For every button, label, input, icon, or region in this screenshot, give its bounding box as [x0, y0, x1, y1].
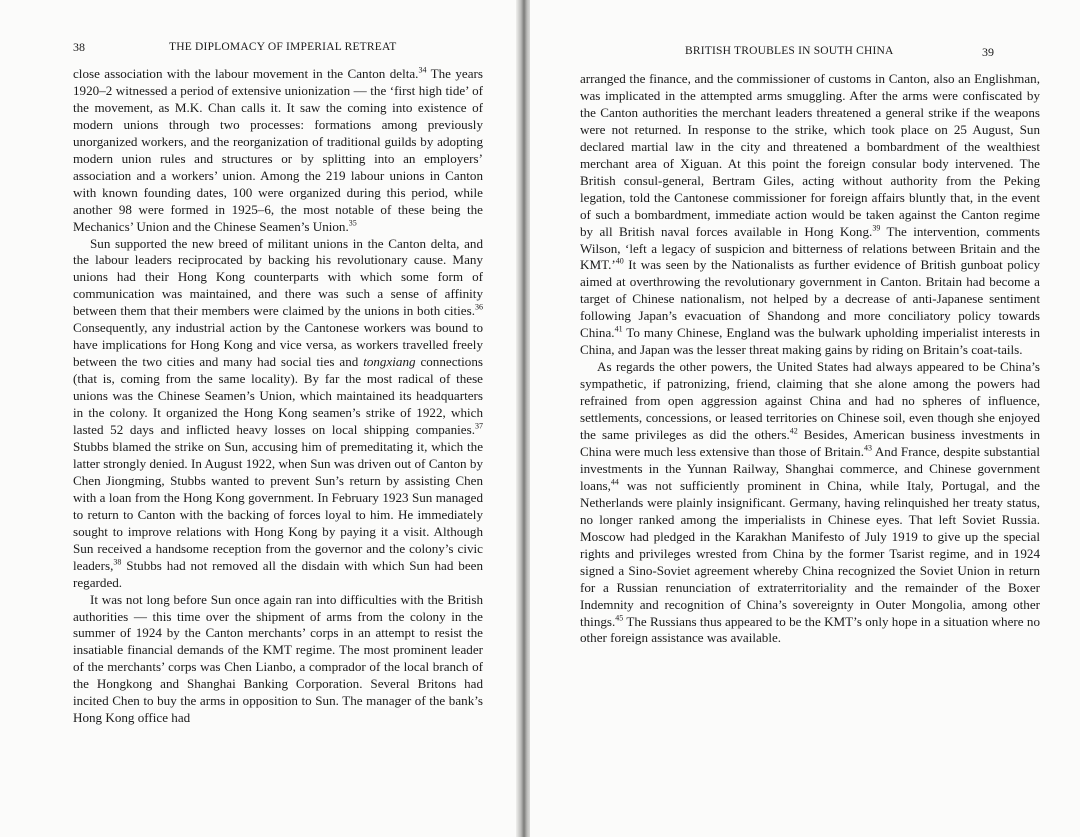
left-page — [0, 0, 518, 837]
text-run: Sun supported the new breed of militant unions in the Canton delta, and the labour leaders reciprocated by backing his revolutionary cause. Many unions had their Hong Kong counterparts with which some form of communication was maintained, and there was such a sense of affinity between them that their members were claimed by the unions in both cities. — [73, 235, 483, 319]
right-page — [530, 0, 1080, 837]
right-running-head: BRITISH TROUBLES IN SOUTH CHINA — [685, 45, 894, 57]
footnote-marker: 39 — [872, 223, 881, 233]
paragraph — [580, 71, 1040, 359]
footnote-marker: 34 — [418, 65, 427, 75]
paragraph — [73, 236, 483, 592]
text-run: The intervention, comments Wilson, ‘left a legacy of suspicion and bitterness of relations between Britain and the KMT.’ — [580, 223, 1041, 273]
left-running-head: THE DIPLOMACY OF IMPERIAL RETREAT — [169, 41, 397, 53]
footnote-marker: 38 — [113, 557, 122, 567]
text-run: close association with the labour movement in the Canton delta. — [73, 66, 419, 81]
footnote-marker: 36 — [475, 302, 483, 312]
right-page-number: 39 — [982, 45, 994, 59]
text-run: arranged the finance, and the commissioner of customs in Canton, also an Englishman, was implicated in the attempted arms smuggling. After the arms were confiscated by the Canton authorities the merchant leaders threatened a general strike if the weapons were not returned. In response to the strike, which took place on 25 August, Sun declared martial law in the city and threatened a bombardment of the wealthiest merchant area of Xiguan. At this point the foreign consular body intervened. The British consul-general, Bertram Giles, acting without authority from the Peking legation, told the Cantonese commissioner for foreign affairs bluntly that, in the event of such a bombardment, immediate action would be taken against the Canton regime by all British naval forces available in Hong Kong. — [580, 71, 1040, 239]
footnote-marker: 35 — [348, 218, 357, 228]
text-run: To many Chinese, England was the bulwark upholding imperialist interests in China, and Japan was the lesser threat making gains by riding on Britain’s coat-tails. — [580, 325, 1040, 358]
text-run: The Russians thus appeared to be the KMT’s only hope in a situation where no other foreign assistance was available. — [580, 613, 1040, 646]
paragraph — [580, 359, 1040, 647]
footnote-marker: 45 — [615, 613, 624, 623]
paragraph — [73, 592, 483, 728]
footnote-marker: 44 — [610, 477, 619, 487]
footnote-marker: 41 — [614, 324, 623, 334]
text-run: Stubbs blamed the strike on Sun, accusing him of premeditating it, which the latter strongly denied. In August 1922, when Sun was driven out of Canton by Chen Jiongming, Stubbs wanted to prevent Sun’s return by assisting Chen with a loan from the Hong Kong government. In February 1923 Sun managed to return to Canton with the backing of forces loyal to him. He immediately sought to improve relations with Hong Kong by paying it a visit. Although Sun received a handsome reception from the governor and the colony’s civic leaders, — [73, 438, 483, 573]
text-run: As regards the other powers, the United States had always appeared to be China’s sympathetic, if patronizing, friend, claiming that she alone among the powers had refrained from open aggression against China and had no spheres of influence, settlements, concessions, or leased territories on Chinese soil, even though she enjoyed the same privileges as did the others. — [580, 359, 1040, 443]
footnote-marker: 40 — [615, 257, 624, 267]
right-body-text — [580, 71, 1040, 647]
text-run: It was not long before Sun once again ran into difficulties with the British authorities — this time over the shipment of arms from the colony in the summer of 1924 by the Canton merchants’ corps in an attempt to resist the insatiable financial demands of the KMT regime. The most prominent leader of the merchants’ corps was Chen Lianbo, a comprador of the local branch of the Hongkong and Shanghai Banking Corporation. Several Britons had incited Chen to buy the arms in opposition to Sun. The manager of the bank’s Hong Kong office had — [73, 591, 483, 726]
text-run: Besides, American business investments in China were much less extensive than those of Britain. — [580, 427, 1040, 459]
footnote-marker: 42 — [789, 426, 798, 436]
left-body-text — [73, 66, 483, 727]
paragraph — [73, 66, 483, 236]
italic-term: tongxiang — [363, 354, 416, 370]
text-run: connections (that is, coming from the same locality). By far the most radical of these unions was the Chinese Seamen’s Union, which maintained its headquarters in the colony. It organized the Hong Kong seamen’s strike of 1922, which lasted 52 days and inflicted heavy losses on local shipping companies. — [73, 354, 483, 438]
text-run: Consequently, any industrial action by the Cantonese workers was bound to have implications for Hong Kong and vice versa, as workers travelled freely between the two cities and many had social ties and — [73, 320, 483, 370]
left-page-number: 38 — [73, 40, 85, 54]
text-run: And France, despite substantial investments in the Yunnan Railway, Shanghai commerce, and Chinese government loans, — [580, 443, 1041, 493]
text-run: was not sufficiently prominent in China, while Italy, Portugal, and the Netherlands were plainly insignificant. Germany, having relinquished her treaty status, no longer ranked among the imperialists in Chinese eyes. That left Soviet Russia. Moscow had pledged in the Karakhan Manifesto of July 1919 to give up the special rights and privileges wrested from China by the former Tsarist regime, and in 1924 signed a Sino-Soviet agreement whereby China recognized the Soviet Union in return for a Russian renunciation of extraterritoriality and the remainder of the Boxer Indemnity and recognition of China’s sovereignty in Outer Mongolia, among other things. — [580, 477, 1040, 629]
footnote-marker: 43 — [864, 443, 872, 453]
text-run: The years 1920–2 witnessed a period of extensive unionization — the ‘first high tide’ of the movement, as M.K. Chan calls it. It saw the coming into existence of modern unions through two processes: formations among previously unorganized workers, and the reorganization of traditional guilds by adopting modern union rules and structures or by splitting into an employers’ association and a workers’ union. Among the 219 labour unions in Canton with known founding dates, 100 were organized during this period, while another 98 were formed in 1925–6, the most notable of these being the Mechanics’ Union and the Chinese Seamen’s Union. — [73, 66, 484, 234]
footnote-marker: 37 — [475, 421, 483, 431]
text-run: It was seen by the Nationalists as further evidence of British gunboat policy aimed at overthrowing the revolutionary government in Canton. Britain had become a target of Chinese nationalism, not helped by a decrease of anti-Japanese sentiment following Japan’s evacuation of Shandong and more conciliatory policy towards China. — [580, 257, 1040, 341]
text-run: Stubbs had not removed all the disdain with which Sun had been regarded. — [73, 557, 483, 590]
